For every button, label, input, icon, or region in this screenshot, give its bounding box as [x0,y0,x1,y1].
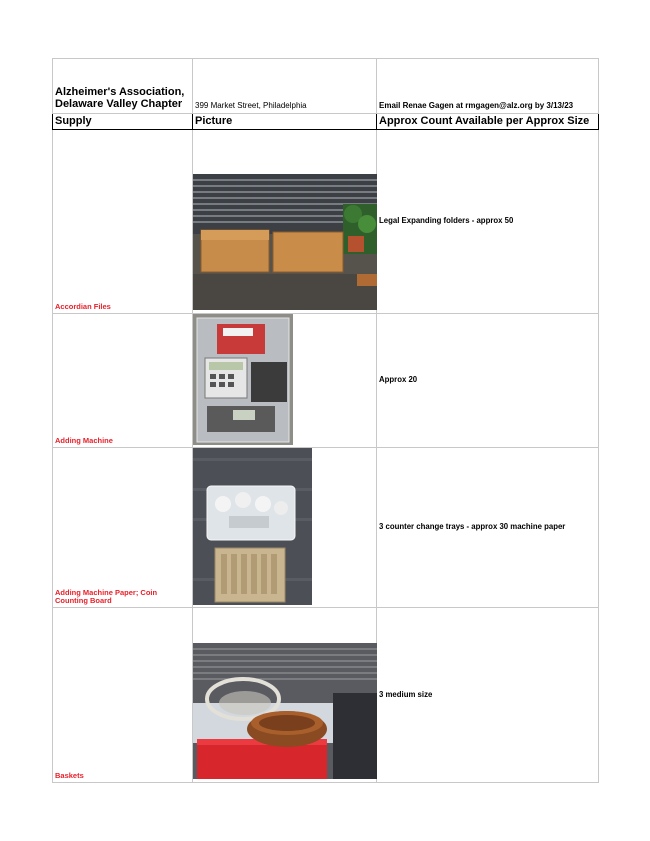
email-note: Email Renae Gagen at rmgagen@alz.org by 3/13/23 [379,101,574,111]
picture-cell [193,448,377,608]
supply-sheet [52,58,598,783]
address-cell [193,59,377,114]
supply-name: Baskets [53,608,193,783]
count-description: 3 counter change trays - approx 30 machine paper [377,448,599,608]
adding-machine-photo [193,314,293,445]
table-row [53,130,599,314]
sheet-header-row [53,59,599,114]
picture-cell [193,314,377,448]
machine-paper-photo [193,448,312,605]
supply-table [52,58,599,783]
org-name-cell [53,59,193,114]
table-row [53,608,599,783]
column-header-count: Approx Count Available per Approx Size [377,114,599,130]
count-description: Legal Expanding folders - approx 50 [377,130,599,314]
count-description: 3 medium size [377,608,599,783]
email-cell [377,59,599,114]
supply-name: Accordian Files [53,130,193,314]
column-header-picture: Picture [193,114,377,130]
count-description: Approx 20 [377,314,599,448]
address-text: 399 Market Street, Philadelphia [195,101,307,111]
table-row [53,448,599,608]
accordion-files-photo [193,174,377,310]
column-header-row [53,114,599,130]
org-line-2: Delaware Valley Chapter [55,98,183,111]
picture-cell [193,130,377,314]
supply-name: Adding Machine Paper; Coin Counting Board [53,448,193,608]
org-line-1: Alzheimer's Association, [55,85,185,98]
baskets-photo [193,643,377,779]
table-row [53,314,599,448]
column-header-supply: Supply [53,114,193,130]
picture-cell [193,608,377,783]
supply-name: Adding Machine [53,314,193,448]
